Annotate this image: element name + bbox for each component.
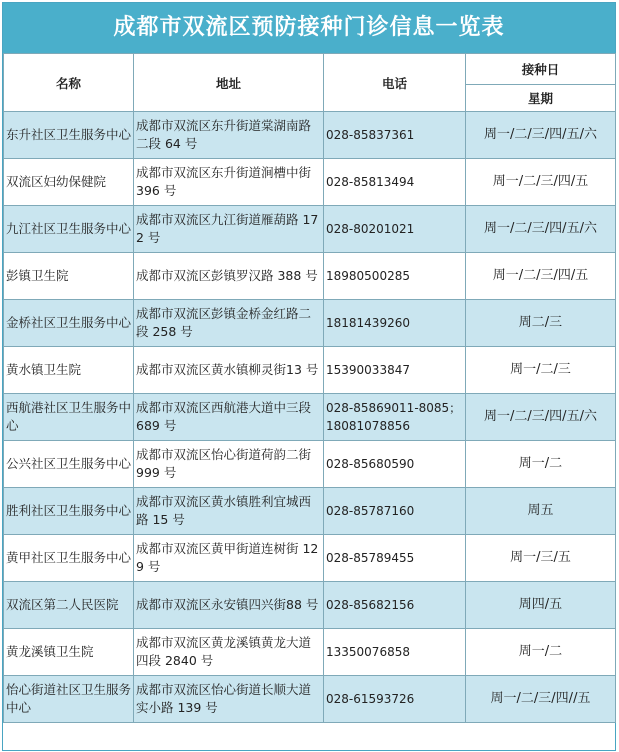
clinic-address-cell: 成都市双流区怡心街道荷韵二街 999 号 [134, 441, 324, 488]
clinic-name-cell: 九江社区卫生服务中心 [4, 206, 134, 253]
header-address: 地址 [134, 54, 324, 112]
header-row [4, 54, 616, 85]
table-row [4, 394, 616, 441]
clinic-days-cell: 周四/五 [466, 582, 616, 629]
table-row [4, 676, 616, 723]
clinic-days-cell: 周一/二 [466, 629, 616, 676]
clinic-phone-cell: 028-85869011-8085；18081078856 [324, 394, 466, 441]
clinic-days-cell: 周一/二/三/四/五/六 [466, 112, 616, 159]
clinic-name-cell: 公兴社区卫生服务中心 [4, 441, 134, 488]
table-row [4, 582, 616, 629]
clinic-address-cell: 成都市双流区西航港大道中三段 689 号 [134, 394, 324, 441]
clinic-phone-cell: 028-80201021 [324, 206, 466, 253]
clinic-phone-cell: 028-85813494 [324, 159, 466, 206]
clinic-name-cell: 彭镇卫生院 [4, 253, 134, 300]
clinic-address-cell: 成都市双流区黄甲街道连树街 129 号 [134, 535, 324, 582]
table-row [4, 629, 616, 676]
clinic-days-cell: 周一/二/三/四/五/六 [466, 394, 616, 441]
clinic-name-cell: 怡心街道社区卫生服务中心 [4, 676, 134, 723]
clinic-address-cell: 成都市双流区黄水镇胜利宜城西路 15 号 [134, 488, 324, 535]
clinic-address-cell: 成都市双流区东升街道涧槽中街 396 号 [134, 159, 324, 206]
clinic-address-cell: 成都市双流区彭镇罗汉路 388 号 [134, 253, 324, 300]
clinic-days-cell: 周一/三/五 [466, 535, 616, 582]
table-row [4, 300, 616, 347]
clinic-phone-cell: 18181439260 [324, 300, 466, 347]
table-row [4, 347, 616, 394]
clinic-name-cell: 东升社区卫生服务中心 [4, 112, 134, 159]
header-schedule: 接种日 [466, 54, 616, 85]
clinic-phone-cell: 028-85787160 [324, 488, 466, 535]
clinic-name-cell: 双流区第二人民医院 [4, 582, 134, 629]
clinic-phone-cell: 18980500285 [324, 253, 466, 300]
clinic-phone-cell: 028-85837361 [324, 112, 466, 159]
table-row [4, 535, 616, 582]
clinic-phone-cell: 028-85789455 [324, 535, 466, 582]
clinic-days-cell: 周一/二/三 [466, 347, 616, 394]
header-weekday: 星期 [466, 85, 616, 112]
clinic-name-cell: 胜利社区卫生服务中心 [4, 488, 134, 535]
header-name: 名称 [4, 54, 134, 112]
table-row [4, 488, 616, 535]
clinic-address-cell: 成都市双流区彭镇金桥金红路二段 258 号 [134, 300, 324, 347]
clinic-name-cell: 金桥社区卫生服务中心 [4, 300, 134, 347]
clinic-phone-cell: 13350076858 [324, 629, 466, 676]
clinic-address-cell: 成都市双流区怡心街道长顺大道实小路 139 号 [134, 676, 324, 723]
table-row [4, 253, 616, 300]
page-container [2, 2, 616, 751]
clinic-address-cell: 成都市双流区黄龙溪镇黄龙大道四段 2840 号 [134, 629, 324, 676]
clinic-name-cell: 黄甲社区卫生服务中心 [4, 535, 134, 582]
clinic-address-cell: 成都市双流区黄水镇柳灵街13 号 [134, 347, 324, 394]
clinic-table [3, 53, 616, 723]
clinic-address-cell: 成都市双流区九江街道雁葫路 172 号 [134, 206, 324, 253]
clinic-name-cell: 黄龙溪镇卫生院 [4, 629, 134, 676]
clinic-address-cell: 成都市双流区东升街道棠湖南路二段 64 号 [134, 112, 324, 159]
table-row [4, 441, 616, 488]
table-row [4, 112, 616, 159]
clinic-phone-cell: 028-61593726 [324, 676, 466, 723]
table-row [4, 206, 616, 253]
clinic-name-cell: 双流区妇幼保健院 [4, 159, 134, 206]
clinic-phone-cell: 15390033847 [324, 347, 466, 394]
clinic-name-cell: 黄水镇卫生院 [4, 347, 134, 394]
clinic-days-cell: 周一/二/三/四/五 [466, 159, 616, 206]
clinic-days-cell: 周二/三 [466, 300, 616, 347]
table-body [4, 112, 616, 723]
clinic-phone-cell: 028-85680590 [324, 441, 466, 488]
clinic-address-cell: 成都市双流区永安镇四兴街88 号 [134, 582, 324, 629]
page-title: 成都市双流区预防接种门诊信息一览表 [3, 3, 615, 53]
table-row [4, 159, 616, 206]
clinic-days-cell: 周一/二/三/四//五 [466, 676, 616, 723]
clinic-phone-cell: 028-85682156 [324, 582, 466, 629]
clinic-days-cell: 周五 [466, 488, 616, 535]
clinic-name-cell: 西航港社区卫生服务中心 [4, 394, 134, 441]
clinic-days-cell: 周一/二/三/四/五 [466, 253, 616, 300]
header-phone: 电话 [324, 54, 466, 112]
clinic-days-cell: 周一/二 [466, 441, 616, 488]
clinic-days-cell: 周一/二/三/四/五/六 [466, 206, 616, 253]
